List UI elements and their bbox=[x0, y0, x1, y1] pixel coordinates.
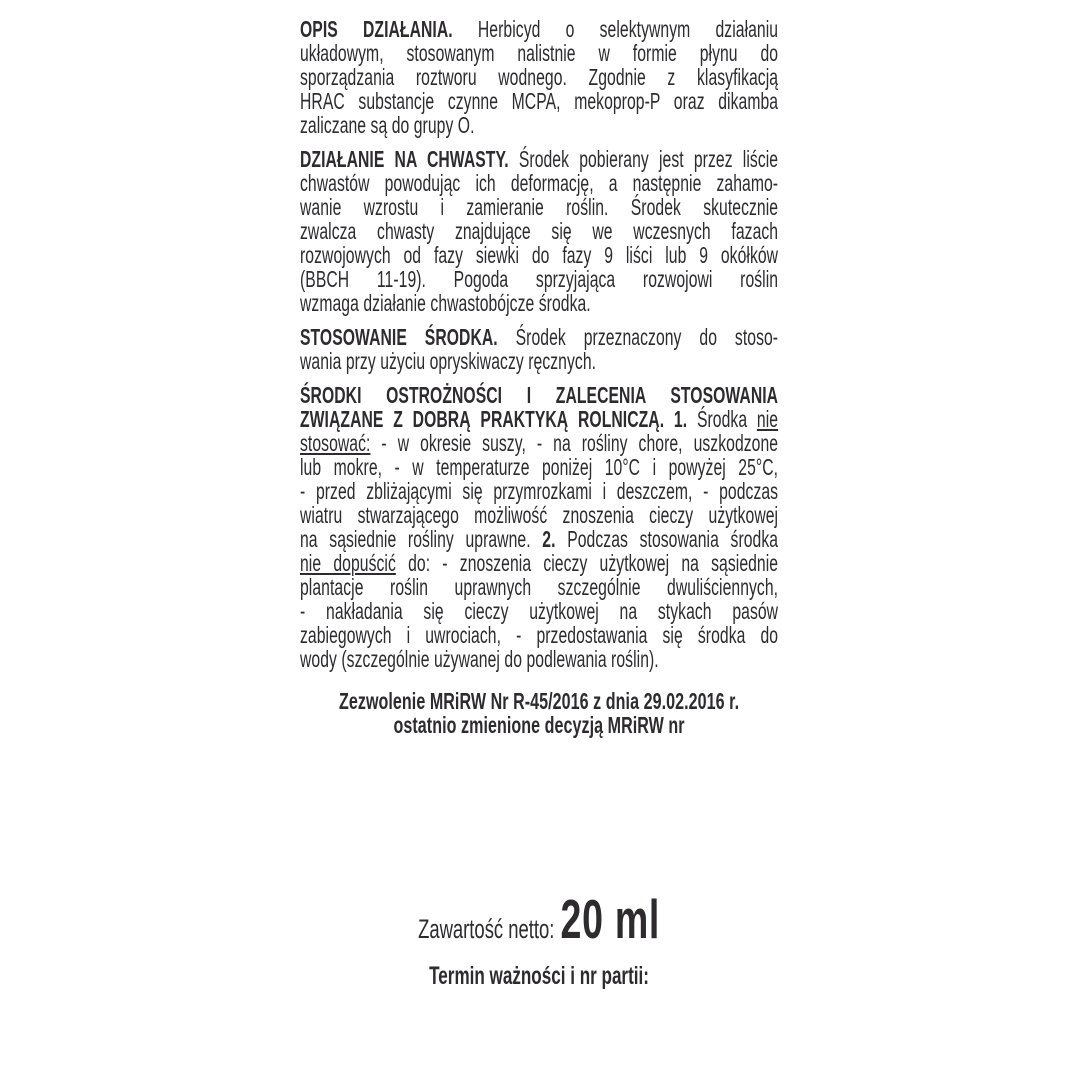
text-run: Zezwolenie MRiRW Nr R-45/2016 z dnia 29.02.2016 r. bbox=[339, 688, 740, 714]
text-run: wiatru stwarzającego możliwość znoszenia cieczy użytkowej bbox=[300, 502, 779, 528]
label-body-text bbox=[300, 17, 778, 671]
paragraph-srodki-ostroznosci bbox=[300, 383, 778, 671]
text-run: chwastów powodując ich deformację, a następnie zahamo- bbox=[300, 170, 779, 196]
text-run: Podczas stosowania środka bbox=[555, 526, 779, 552]
underlined-run: nie dopuścić bbox=[300, 550, 396, 576]
text-run: Środka bbox=[687, 406, 757, 432]
text-run: Herbicyd o selektywnym działaniu bbox=[452, 16, 779, 42]
text-line bbox=[300, 551, 778, 575]
net-content-label: Zawartość netto: bbox=[418, 914, 555, 944]
text-line bbox=[300, 291, 778, 315]
text-run: zwalcza chwasty znajdujące się we wczesnych fazach bbox=[300, 218, 779, 244]
text-run: układowym, stosowanym nalistnie w formie płynu do bbox=[300, 40, 779, 66]
text-run: lub mokre, - w temperaturze poniżej 10°C i powyżej 25°C, bbox=[300, 454, 779, 480]
text-line bbox=[300, 527, 778, 551]
text-line bbox=[300, 113, 778, 137]
text-line bbox=[300, 325, 778, 349]
text-line bbox=[300, 41, 778, 65]
text-line bbox=[300, 243, 778, 267]
label-text-column bbox=[300, 17, 778, 737]
bold-run: ZWIĄZANE Z DOBRĄ PRAKTYKĄ ROLNICZĄ. 1. bbox=[300, 406, 688, 432]
text-line bbox=[300, 599, 778, 623]
text-line bbox=[300, 383, 778, 407]
text-line bbox=[300, 89, 778, 113]
text-line bbox=[300, 431, 778, 455]
text-line bbox=[300, 407, 778, 431]
bold-run: DZIAŁANIE NA CHWASTY. bbox=[300, 146, 509, 172]
text-line bbox=[300, 147, 778, 171]
bold-run: ŚRODKI OSTROŻNOŚCI I ZALECENIA STOSOWANIA bbox=[300, 382, 779, 408]
text-run: ostatnio zmienione decyzją MRiRW nr bbox=[393, 712, 685, 738]
text-line bbox=[300, 65, 778, 89]
text-run: do: - znoszenia cieczy użytkowej na sąsiednie bbox=[395, 550, 779, 576]
text-line bbox=[300, 171, 778, 195]
text-line bbox=[300, 267, 778, 291]
net-content-block bbox=[300, 888, 778, 990]
bold-run: STOSOWANIE ŚRODKA. bbox=[300, 324, 498, 350]
net-content-line bbox=[300, 888, 778, 958]
text-line bbox=[300, 349, 778, 373]
text-run: Środek pobierany jest przez liście bbox=[508, 146, 779, 172]
text-line bbox=[300, 17, 778, 41]
text-line bbox=[300, 503, 778, 527]
text-run: plantacje roślin uprawnych szczególnie dwuliściennych, bbox=[300, 574, 779, 600]
paragraph-dzialanie-na-chwasty bbox=[300, 147, 778, 315]
text-line bbox=[300, 195, 778, 219]
text-run: HRAC substancje czynne MCPA, mekoprop-P oraz dikamba bbox=[300, 88, 779, 114]
text-run: rozwojowych od fazy siewki do fazy 9 liści lub 9 okółków bbox=[300, 242, 779, 268]
text-run: sporządzania roztworu wodnego. Zgodnie z klasyfikacją bbox=[300, 64, 779, 90]
text-line bbox=[300, 479, 778, 503]
text-run: zaliczane są do grupy O. bbox=[300, 112, 475, 138]
text-run: wzmaga działanie chwastobójcze środka. bbox=[300, 290, 591, 316]
text-run: - przed zbliżającymi się przymrozkami i deszczem, - podczas bbox=[300, 478, 779, 504]
permit-text-block bbox=[300, 689, 778, 737]
text-run: (BBCH 11-19). Pogoda sprzyjająca rozwojowi roślin bbox=[300, 266, 779, 292]
underlined-run: nie bbox=[756, 406, 779, 432]
text-run: wania przy użyciu opryskiwaczy ręcznych. bbox=[300, 348, 597, 374]
net-content-value: 20 ml bbox=[560, 888, 661, 950]
paragraph-opis-dzialania bbox=[300, 17, 778, 137]
text-run: - w okresie suszy, - na rośliny chore, uszkodzone bbox=[370, 430, 779, 456]
text-line bbox=[300, 713, 778, 737]
text-line bbox=[300, 575, 778, 599]
text-line bbox=[300, 455, 778, 479]
text-run: - nakładania się cieczy użytkowej na stykach pasów bbox=[300, 598, 779, 624]
underlined-run: stosować: bbox=[300, 430, 371, 456]
text-line bbox=[300, 689, 778, 713]
text-run: na sąsiednie rośliny uprawne. bbox=[300, 526, 543, 552]
batch-expiry-label: Termin ważności i nr partii: bbox=[429, 962, 649, 990]
text-run: wody (szczególnie używanej do podlewania roślin). bbox=[300, 646, 659, 672]
text-run: Środek przeznaczony do stoso- bbox=[497, 324, 779, 350]
text-line bbox=[300, 219, 778, 243]
bold-run: 2. bbox=[542, 526, 556, 552]
text-run: zabiegowych i uwrociach, - przedostawania się środka do bbox=[300, 622, 779, 648]
text-line bbox=[300, 623, 778, 647]
bold-run: OPIS DZIAŁANIA. bbox=[300, 16, 453, 42]
text-run: wanie wzrostu i zamieranie roślin. Środek skutecznie bbox=[300, 194, 779, 220]
paragraph-stosowanie-srodka bbox=[300, 325, 778, 373]
text-line bbox=[300, 647, 778, 671]
